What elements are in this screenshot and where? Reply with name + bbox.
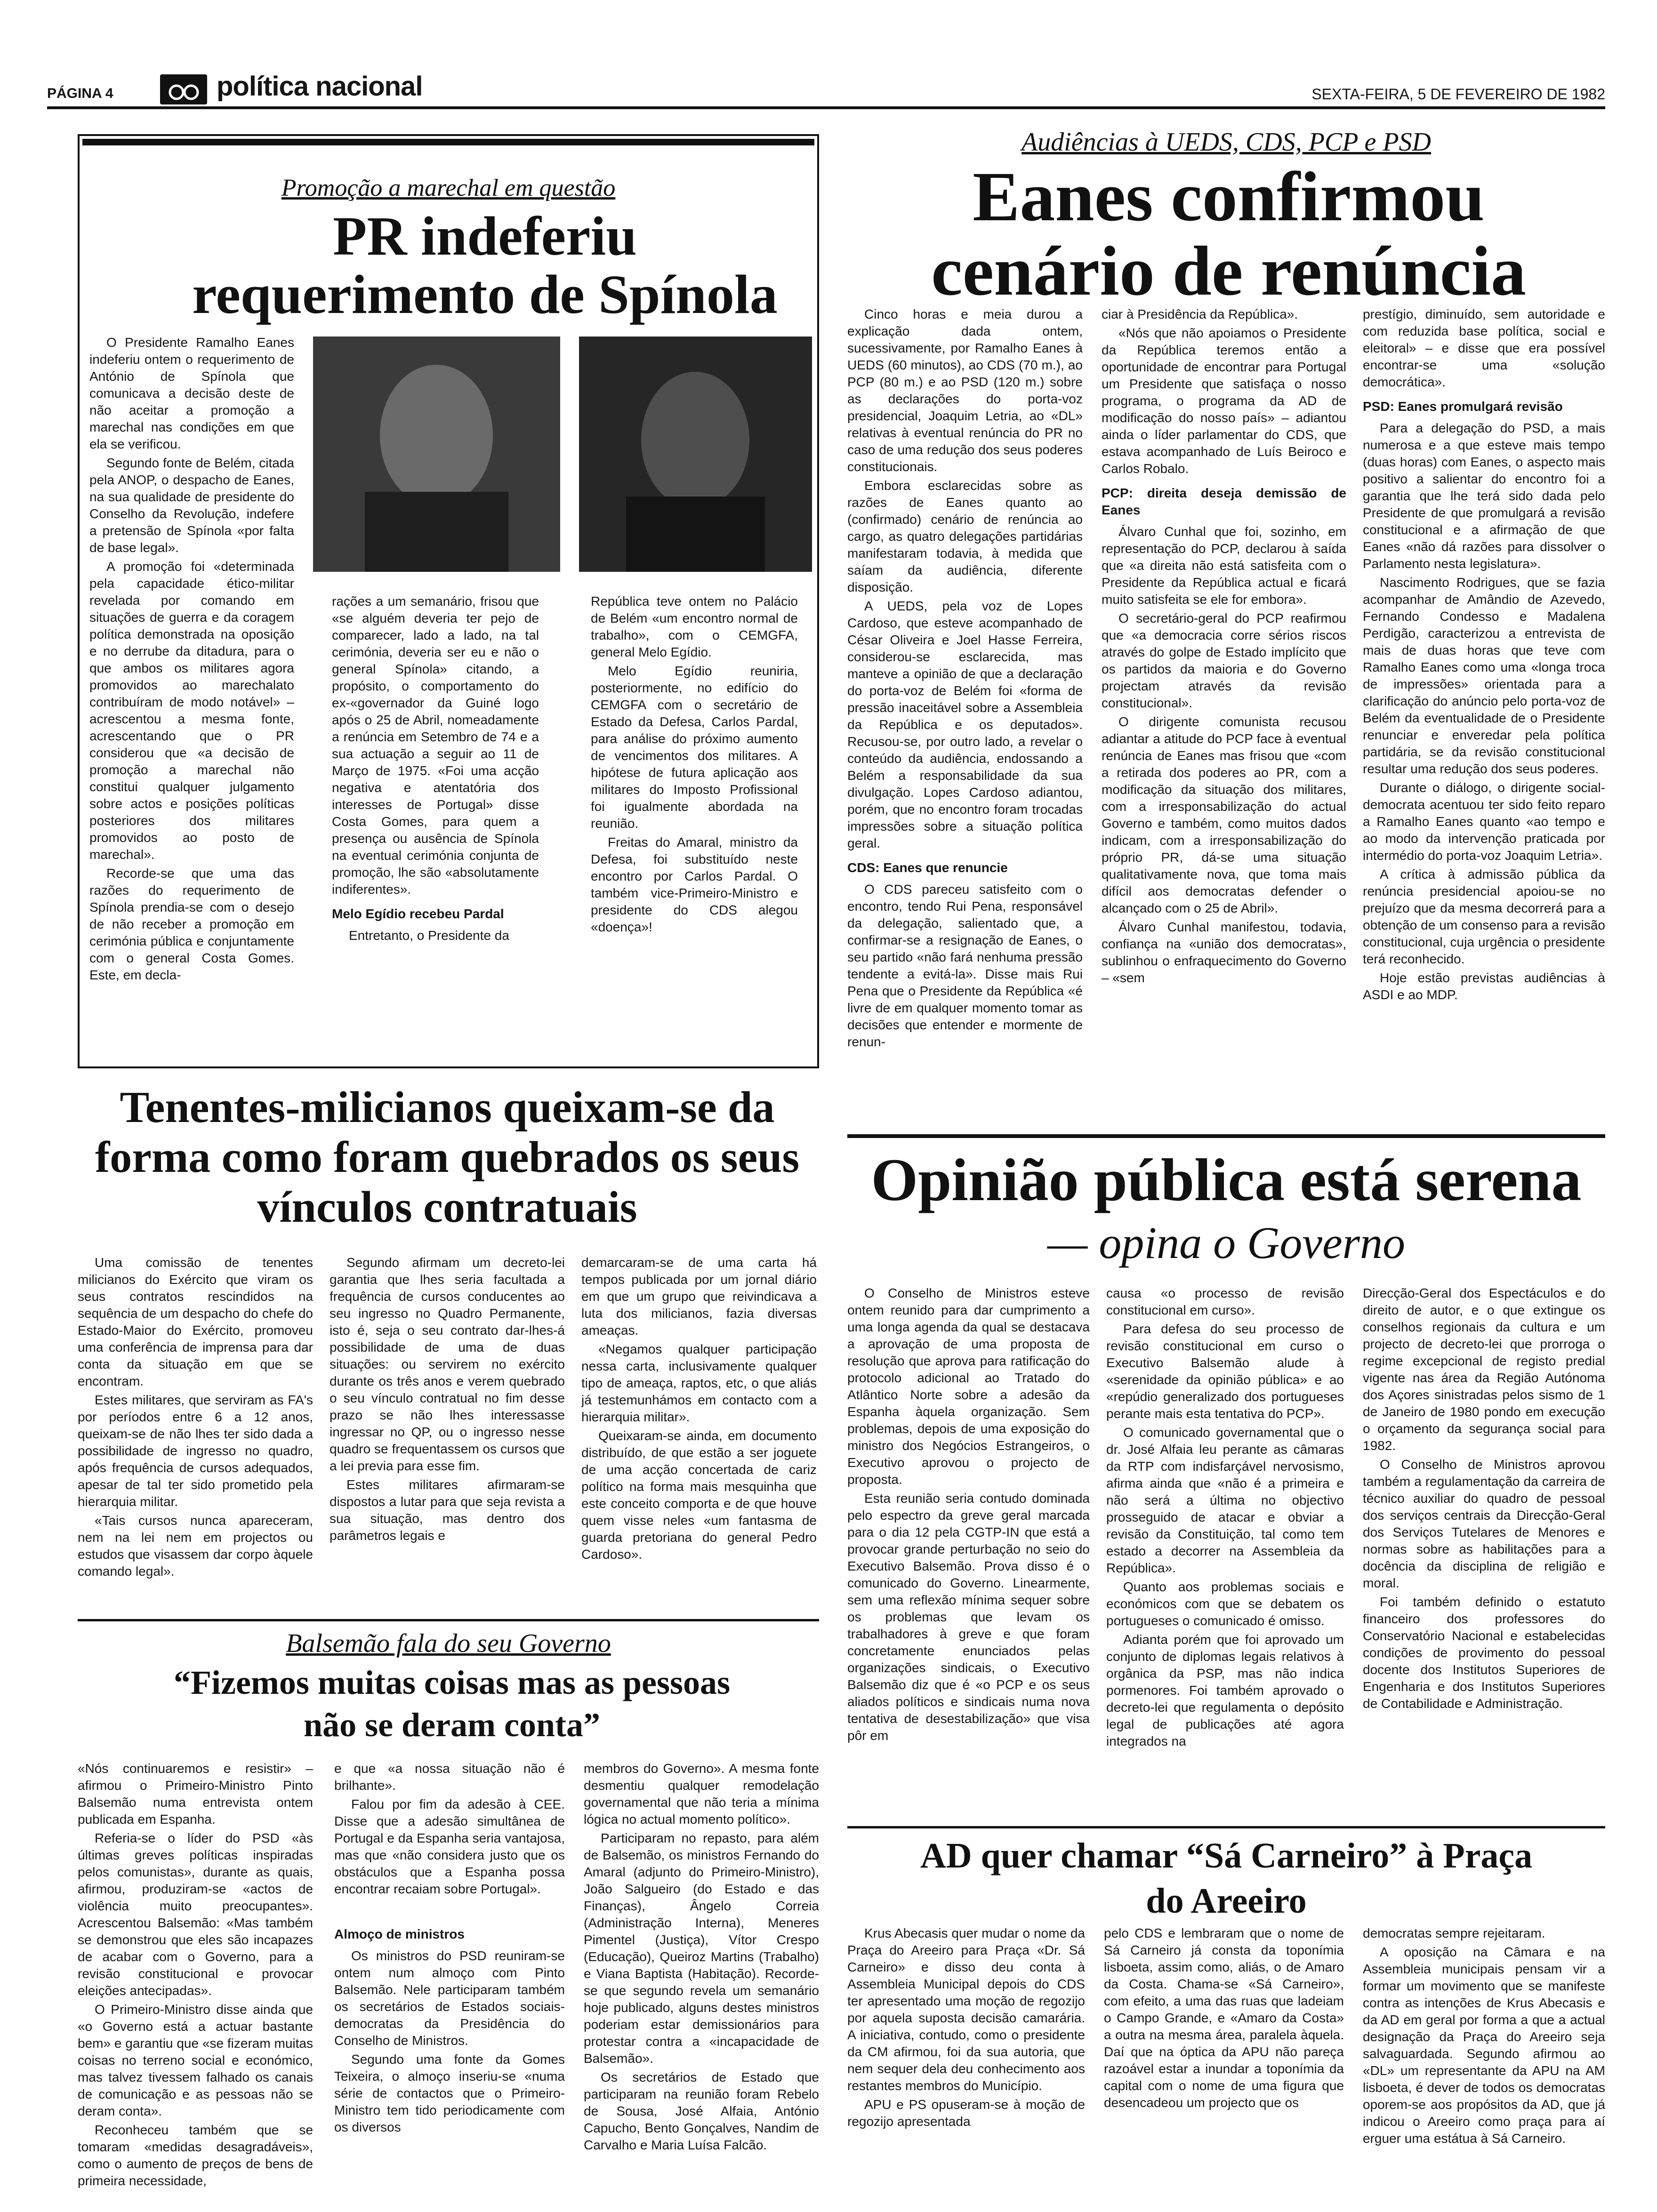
eanes-para: O secretário-geral do PCP reafirmou que «a democracia corre sérios riscos através do golpe de Estado implícito que os partidos da maioria e do Governo projectam através da revisão constitucional». bbox=[1102, 611, 1346, 710]
spinola-col-1 bbox=[89, 334, 294, 1064]
spinola-para: A promoção foi «determinada pela capacidade ético-militar revelada por comando em situações de guerra e da coragem política demonstrada na oposição e no derrube da ditadura, para o que ambos os militares agora promovidos ao marechalato contribuíram de modo notável» – acrescentou a mesma fonte, acrescentando que o PR considerou que «a decisão de promoção a marechal não constitui qualquer julgamento sobre actos e posições políticas posteriores dos militares promovidos ao posto de marechal». bbox=[89, 559, 294, 862]
eanes-para: prestígio, diminuído, sem autoridade e com reduzida base política, social e eleitoral» – e disse que era possível encontrar-se uma «solução democrática». bbox=[1363, 307, 1605, 389]
opiniao-col-2 bbox=[1106, 1285, 1344, 1817]
opiniao-subhead: — opina o Governo bbox=[1047, 1218, 1405, 1268]
page-date: SEXTA-FEIRA, 5 DE FEVEREIRO DE 1982 bbox=[1311, 86, 1605, 103]
balsemao-headline: “Fizemos muitas coisas mas as pessoas não se deram conta” bbox=[174, 1664, 730, 1744]
balsemao-para: O Primeiro-Ministro disse ainda que «o Governo está a actuar bastante bem» e garantiu que «se fizeram muitas coisas no terreno social e económico, mas talvez tivessem falhado os canais de comunicação e as pessoas não se deram conta». bbox=[78, 2002, 313, 2118]
page-label: PÁGINA 4 bbox=[47, 86, 113, 101]
tenentes-headline: Tenentes-milicianos queixam-se da forma como foram quebrados os seus vínculos contratuais bbox=[95, 1083, 800, 1232]
opiniao-para: Adianta porém que foi aprovado um conjunto de diplomas legais relativos à orgânica da PSP, mas não indica pormenores. Foi também aprovado o decreto-lei que regulamenta o depósito legal de publicações até agora integrados na bbox=[1106, 1632, 1344, 1748]
section-logo-icon bbox=[160, 74, 207, 104]
opiniao-headline: Opinião pública está serena bbox=[871, 1146, 1582, 1213]
sacarneiro-para: Krus Abecasis quer mudar o nome da Praça do Areeiro para Praça «Dr. Sá Carneiro» e disso deu conta à Assembleia Municipal depois do CDS ter apresentado uma moção de regozijo por aquela suposta decisão camarária. A iniciativa, contudo, como o presidente da CM afirmou, foi da sua autoria, que nem sequer dela deu conhecimento aos restantes membros do Município. bbox=[847, 1926, 1085, 2093]
eanes-para: Cinco horas e meia durou a explicação dada ontem, sucessivamente, por Ramalho Eanes à UEDS (60 minutos), ao CDS (70 m.), ao PCP (80 m.) e ao PSD (120 m.) sobre as declarações do porta-voz presidencial, Joaquim Letria, ao «DL» relativas à eventual renúncia do PR no caso de uma redução dos seus poderes constitucionais. bbox=[847, 307, 1083, 474]
eanes-para: «Nós que não apoiamos o Presidente da República teremos então a oportunidade de encontrar para Portugal um Presidente que satisfaça o nosso programa, o programa da AD de modificação do nosso país» – adiantou ainda o líder parlamentar do CDS, que estava acompanhado de Luís Beiroco e Carlos Robalo. bbox=[1102, 326, 1346, 476]
opiniao-col-3 bbox=[1363, 1285, 1605, 1817]
spinola-photo bbox=[313, 337, 560, 572]
tenentes-col-2 bbox=[330, 1254, 565, 1612]
masthead bbox=[47, 71, 1605, 108]
balsemao-para: Os ministros do PSD reuniram-se ontem num almoço com Pinto Balsemão. Nele participaram também os secretários de Estados sociais-democratas da Presidência do Conselho de Ministros. bbox=[334, 1948, 565, 2048]
melo-egidio-subhead: Melo Egídio recebeu Pardal bbox=[332, 906, 504, 921]
tenentes-para: Segundo afirmam um decreto-lei garantia que lhes seria facultada a frequência de cursos conducentes ao seu ingresso no Quadro Permanente, isto é, seja o seu contrato dar-lhes-á possibilidade de uma de duas situações: ou servirem no exército durante os três anos e verem quebrado o seu vínculo contratual no fim desse prazo se não lhes interessasse ingressar no QP, ou o ingresso nesse quadro se frequentassem os cursos que a lei previa para esse fim. bbox=[330, 1255, 565, 1473]
sacarneiro-para: APU e PS opuseram-se à moção de regozijo apresentada bbox=[847, 2097, 1085, 2129]
tenentes-para: Queixaram-se ainda, em documento distribuído, de que estão a ser joguete de uma acção concertada de cariz político na forma mais mesquinha que este conceito comporta e de que houve quem visse neles «um fantasma de guarda pretoriana do general Pedro Cardoso». bbox=[581, 1428, 817, 1562]
costa-gomes-photo bbox=[579, 337, 812, 572]
balsemao-top-rule bbox=[78, 1619, 819, 1621]
opiniao-para: Para defesa do seu processo de revisão constitucional em curso o Executivo Balsemão alude à «serenidade da opinião pública» e ao «repúdio generalizado dos portugueses perante mais esta tentativa do PCP». bbox=[1106, 1322, 1344, 1421]
tenentes-para: Estes militares afirmaram-se dispostos a lutar para que seja revista a sua situação, mas dentro dos parâmetros legais e bbox=[330, 1477, 565, 1543]
sacarneiro-col-1 bbox=[847, 1925, 1085, 2203]
eanes-col-2 bbox=[1102, 306, 1346, 1153]
sacarneiro-col-2 bbox=[1104, 1925, 1344, 2203]
spinola-top-rule bbox=[82, 139, 814, 145]
opiniao-para: causa «o processo de revisão constitucional em curso». bbox=[1106, 1286, 1344, 1317]
balsemao-col-2 bbox=[334, 1760, 565, 2203]
balsemao-para: membros do Governo». A mesma fonte desmentiu qualquer remodelação governamental que não teria a mínima lógica no actual momento político». bbox=[584, 1761, 819, 1827]
tenentes-para: «Tais cursos nunca apareceram, nem na lei nem em projectos ou estudos que visassem dar corpo àquele comando legal». bbox=[78, 1513, 313, 1579]
eanes-para: Álvaro Cunhal manifestou, todavia, confiança na «união dos democratas», sublinhou o enfraquecimento do Governo – «sem bbox=[1102, 920, 1346, 985]
tenentes-para: Uma comissão de tenentes milicianos do Exército que viram os seus contratos rescindidos na sequência de um despacho do chefe do Estado-Maior do Exército, promoveu uma conferência de imprensa para dar conta da situação em que se encontram. bbox=[78, 1255, 313, 1388]
eanes-para: Durante o diálogo, o dirigente social-democrata acentuou ter sido feito reparo a Ramalho Eanes quanto «ao tempo e ao modo da intervenção praticada por intermédio do porta-voz Joaquim Letria». bbox=[1363, 780, 1605, 863]
eanes-para: ciar à Presidência da República». bbox=[1102, 307, 1298, 321]
eanes-headline: Eanes confirmou cenário de renúncia bbox=[931, 158, 1526, 310]
spinola-headline: PR indeferiu requerimento de Spínola bbox=[192, 205, 778, 325]
balsemao-para: Referia-se o líder do PSD «às últimas greves políticas inspiradas pelos comunistas», durante as quais, afirmou, produziram-se «actos de violência muito preocupantes». Acrescentou Balsemão: «Mas também se demonstrou que eles são incapazes de acabar com o Governo, para a revisão constitucional e provocar eleições antecipadas». bbox=[78, 1831, 313, 1998]
spinola-kicker: Promoção a marechal em questão bbox=[281, 175, 616, 201]
eanes-col-3 bbox=[1363, 306, 1605, 1153]
eanes-para: Embora esclarecidas sobre as razões de Eanes quanto ao (confirmado) cenário de renúncia ao cargo, as quatro delegações partidárias manifestaram todavia, à medida que saíam da audiência, diferente disposição. bbox=[847, 478, 1083, 594]
balsemao-col-3 bbox=[584, 1760, 819, 2203]
sacarneiro-para: A oposição na Câmara e na Assembleia municipais pensam vir a formar um movimento que se manifeste contra as intenções de Krus Abecasis e da AD em geral por forma a que a actual designação da Praça do Areeiro seja salvaguardada. Segundo afirmou ao «DL» um representante da APU na AM lisboeta, é dever de todos os democratas oporem-se aos propósitos da AD, que já indicou o Areeiro como praça para aí erguer uma estátua à Sá Carneiro. bbox=[1363, 1945, 1605, 2146]
eanes-kicker: Audiências à UEDS, CDS, PCP e PSD bbox=[1022, 128, 1431, 157]
sacarneiro-top-rule bbox=[847, 1826, 1605, 1828]
balsemao-para: Participaram no repasto, para além de Balsemão, os ministros Fernando do Amaral (adjunto do Primeiro-Ministro), João Salgueiro (do Estado e das Finanças), Ângelo Correia (Administração Interna), Meneres Pimentel (Justiça), Vítor Crespo (Educação), Queiroz Martins (Trabalho) e Viana Baptista (Habitação). Recorde-se que segundo revela um semanário hoje publicado, alguns destes ministros poderiam estar demissionários para protestar contra a «incapacidade de Balsemão». bbox=[584, 1831, 819, 2066]
balsemao-col-1 bbox=[78, 1760, 313, 2203]
spinola-para: Melo Egídio reuniria, posteriormente, no edifício do CEMGFA com o secretário de Estado da Defesa, Carlos Pardal, para análise do próximo aumento de vencimentos dos militares. A hipótese de futura aplicação aos militares do Imposto Profissional foi igualmente abordada na reunião. bbox=[591, 664, 798, 831]
eanes-para: O dirigente comunista recusou adiantar a atitude do PCP face à eventual renúncia de Eanes mas frisou que «com a retirada dos poderes ao PR, com a modificação da situação dos militares, com a irresponsabilização do actual Governo e também, como muitos dados indicam, com a irresponsabilização do próprio PR, dá-se uma situação qualitativamente nova, que toma mais difícil aos democratas defender o alcançado com o 25 de Abril». bbox=[1102, 714, 1346, 915]
tenentes-para: Estes militares, que serviram as FA's por períodos entre 6 a 12 anos, queixam-se de não lhes ter sido dada a possibilidade de ingresso no quadro, após frequência de cursos adequados, apesar de tal ter sido prometido pela hierarquia militar. bbox=[78, 1393, 313, 1509]
sacarneiro-para: democratas sempre rejeitaram. bbox=[1363, 1926, 1545, 1940]
opiniao-para: Direcção-Geral dos Espectáculos e do direito de autor, e o que extingue os conselhos regionais da cultura e um projecto de decreto-lei que prorroga o regime excepcional de registo predial vigente nas área da Região Autónoma dos Açores sinistradas pelos sismo de 1 de Janeiro de 1980 pondo em execução o orçamento da segurança social para 1982. bbox=[1363, 1286, 1605, 1453]
almoco-subhead: Almoço de ministros bbox=[334, 1927, 465, 1941]
cds-subhead: CDS: Eanes que renuncie bbox=[847, 860, 1008, 875]
opiniao-para: Foi também definido o estatuto financeiro dos professores do Conservatório Nacional e estabelecidas condições de provimento do pessoal docente dos Institutos Superiores de Engenharia e dos Institutos Superiores de Contabilidade e Administração. bbox=[1363, 1595, 1605, 1711]
opiniao-para: O Conselho de Ministros aprovou também a regulamentação da carreira de técnico auxiliar do quadro de pessoal dos serviços centrais da Direcção-Geral dos Serviços Tutelares de Menores e normas sobre as habilitações para a docência da disciplina de religião e moral. bbox=[1363, 1457, 1605, 1590]
eanes-col-1 bbox=[847, 306, 1083, 1153]
sacarneiro-headline: AD quer chamar “Sá Carneiro” à Praça do Areeiro bbox=[920, 1836, 1533, 1921]
spinola-para: Entretanto, o Presidente da bbox=[349, 928, 509, 943]
sacarneiro-para: pelo CDS e lembraram que o nome de Sá Carneiro já consta da toponímia lisboeta, assim como, aliás, o de Amaro da Costa. Chama-se «Sá Carneiro», com efeito, a uma das ruas que ladeiam o Campo Grande, e «Amaro da Costa» a outra na mesma área, paralela àquela. Daí que na óptica da APU não pareça razoável estar a inundar a toponímia da capital com o nome de uma figura que desencadeou um projecto que os bbox=[1104, 1926, 1344, 2110]
spinola-col-2 bbox=[332, 593, 539, 1064]
eanes-para: Álvaro Cunhal que foi, sozinho, em representação do PCP, declarou à saída que «a direita não está satisfeita com o Presidente da República actual e ficará muito satisfeita se ele for embora». bbox=[1102, 524, 1346, 607]
tenentes-col-3 bbox=[581, 1254, 817, 1612]
eanes-para: Hoje estão previstas audiências à ASDI e ao MDP. bbox=[1363, 970, 1605, 1002]
balsemao-kicker: Balsemão fala do seu Governo bbox=[286, 1629, 611, 1658]
spinola-para: Freitas do Amaral, ministro da Defesa, foi substituído neste encontro por Carlos Pardal. O também vice-Primeiro-Ministro e presidente do CDS alegou «doença»! bbox=[591, 835, 798, 934]
balsemao-para: Segundo uma fonte da Gomes Teixeira, o almoço inseriu-se «numa série de contactos que o Primeiro-Ministro tem tido periodicamente com os diversos bbox=[334, 2052, 565, 2134]
masthead-rule bbox=[47, 106, 1605, 109]
eanes-para: A crítica à admissão pública da renúncia presidencial apoiou-se no prejuízo que da mesma decorrerá para a obtenção de um consenso para a revisão constitucional, cuja urgência o presidente terá reconhecido. bbox=[1363, 867, 1605, 966]
opiniao-top-rule bbox=[847, 1134, 1605, 1138]
sacarneiro-col-3 bbox=[1363, 1925, 1605, 2203]
balsemao-para: «Nós continuaremos e resistir» – afirmou o Primeiro-Ministro Pinto Balsemão numa entrevista ontem publicada em Espanha. bbox=[78, 1761, 313, 1827]
eanes-para: Nascimento Rodrigues, que se fazia acompanhar de Amândio de Azevedo, Fernando Condesso e Madalena Perdigão, caracterizou a entrevista de mais de duas horas que teve com Ramalho Eanes como uma «longa troca de impressões» orientada para a clarificação do anúncio pelo porta-voz de Belém da eventualidade de o Presidente renunciar e enveredar pela política partidária, se da revisão constitucional resultar uma redução dos seus poderes. bbox=[1363, 575, 1605, 776]
eanes-para: O CDS pareceu satisfeito com o encontro, tendo Rui Pena, responsável da delegação, salientado que, a confirmar-se a resignação de Eanes, o seu partido «não fará nenhuma pressão tendente a evitá-la». Disse mais Rui Pena que o Presidente da República «é livre de em qualquer momento tomar as decisões que entender e mormente de renun- bbox=[847, 882, 1083, 1049]
opiniao-para: O comunicado governamental que o dr. José Alfaia leu perante as câmaras da RTP com indisfarçável nervosismo, afirma ainda que «não é a primeira e não será a última no objectivo prosseguido de atacar e obviar a revisão da Constituição, tal como tem estado a decorrer na Assembleia da República». bbox=[1106, 1425, 1344, 1575]
opiniao-para: Esta reunião seria contudo dominada pelo espectro da greve geral marcada para o dia 12 pela CGTP-IN que está a provocar grande perturbação no seio do Executivo Balsemão. Prova disso é o comunicado do Governo. Linearmente, sem uma reflexão mínima sequer sobre os problemas que levam os trabalhadores à greve e que foram concretamente enunciados pelas organizações sindicais, o Executivo Balsemão diz que é «o PCP e os seus aliados políticos e sindicais numa nova tentativa de desestabilização» que visa pôr em bbox=[847, 1491, 1090, 1743]
tenentes-col-1 bbox=[78, 1254, 313, 1612]
balsemao-para: Os secretários de Estado que participaram na reunião foram Rebelo de Sousa, José Alfaia, António Capucho, Bento Gonçalves, Nandim de Carvalho e Maria Luísa Falcão. bbox=[584, 2070, 819, 2152]
pcp-subhead: PCP: direita deseja demissão de Eanes bbox=[1102, 486, 1346, 517]
opiniao-para: Quanto aos problemas sociais e económicos com que se debatem os portugueses o comunicado é omisso. bbox=[1106, 1579, 1344, 1628]
eanes-para: Para a delegação do PSD, a mais numerosa e a que esteve mais tempo (duas horas) com Eanes, o aspecto mais positivo a salientar do encontro foi a garantia que lhe terá sido dada pelo Presidente de que promulgará a revisão constitucional e a afirmação de que Eanes «não dá razões para dissolver o Parlamento nesta legislatura». bbox=[1363, 421, 1605, 571]
spinola-para: rações a um semanário, frisou que «se alguém deveria ter pejo de comparecer, lado a lado, na tal cerimónia, deveria ser eu e não o general Spínola» citando, a propósito, o comportamento do ex-«governador da Guiné logo após o 25 de Abril, nomeadamente a renúncia em Setembro de 74 e a sua actuação a seguir ao 11 de Março de 1975. «Foi uma acção negativa e atentatória dos interesses de Portugal» disse Costa Gomes, para quem a presença ou ausência de Spínola na eventual cerimónia conjunta de promoção, lhe são «absolutamente indiferentes». bbox=[332, 594, 539, 897]
spinola-para: República teve ontem no Palácio de Belém «um encontro normal de trabalho», com o CEMGFA, general Melo Egídio. bbox=[591, 594, 798, 659]
spinola-para: Segundo fonte de Belém, citada pela ANOP, o despacho de Eanes, na sua qualidade de presidente do Conselho da Revolução, indefere a pretensão de Spínola «por falta de base legal». bbox=[89, 456, 294, 555]
tenentes-para: «Negamos qualquer participação nessa carta, inclusivamente qualquer tipo de ameaça, raptos, etc, o que aliás já testemunhámos em contacto com a hierarquia militar». bbox=[581, 1342, 817, 1424]
section-title: política nacional bbox=[217, 71, 423, 102]
tenentes-para: demarcaram-se de uma carta há tempos publicada por um jornal diário em que um grupo que reivindicava a luta dos milicianos, fazia diversas ameaças. bbox=[581, 1255, 817, 1338]
spinola-para: Recorde-se que uma das razões do requerimento de Spínola prendia-se com o desejo de não receber a promoção em cerimónia pública e conjuntamente com o general Costa Gomes. Este, em decla- bbox=[89, 866, 294, 982]
spinola-para: O Presidente Ramalho Eanes indeferiu ontem o requerimento de António de Spínola que comunicava a decisão deste de não aceitar a promoção a marechal nas condições em que ela se verificou. bbox=[89, 335, 294, 451]
opiniao-para: O Conselho de Ministros esteve ontem reunido para dar cumprimento a uma longa agenda da qual se destacava a aprovação de uma proposta de resolução que aprova para ratificação do protocolo adicional ao Tratado do Atlântico Norte sobre a adesão da Espanha àquela organização. Sem problemas, depois de uma exposição do ministro dos Negócios Estrangeiros, o Executivo aprovou o projecto de proposta. bbox=[847, 1286, 1090, 1487]
spinola-col-3 bbox=[591, 593, 798, 1064]
balsemao-para: Reconheceu também que se tomaram «medidas desagradáveis», como o aumento de preços de bens de primeira necessidade, bbox=[78, 2123, 313, 2188]
eanes-para: A UEDS, pela voz de Lopes Cardoso, que esteve acompanhado de César Oliveira e Joel Hasse Ferreira, considerou-se esclarecida, mas manteve a opinião de que a declaração do porta-voz de Belém foi «forma de pressão inaceitável sobre a Assembleia da República e os deputados». Recusou-se, por outro lado, a revelar o conteúdo da audiência, endossando a Belém a responsabilidade da sua divulgação. Lopes Cardoso adiantou, porém, que no encontro foram trocadas impressões sobre a situação política geral. bbox=[847, 599, 1083, 850]
balsemao-para: Falou por fim da adesão à CEE. Disse que a adesão simultânea de Portugal e da Espanha seria vantajosa, mas que «não considera justo que os obstáculos que a Espanha possa encontrar recaiam sobre Portugal». bbox=[334, 1797, 565, 1896]
psd-subhead: PSD: Eanes promulgará revisão bbox=[1363, 399, 1563, 414]
balsemao-para: e que «a nossa situação não é brilhante». bbox=[334, 1761, 565, 1793]
opiniao-col-1 bbox=[847, 1285, 1090, 1817]
